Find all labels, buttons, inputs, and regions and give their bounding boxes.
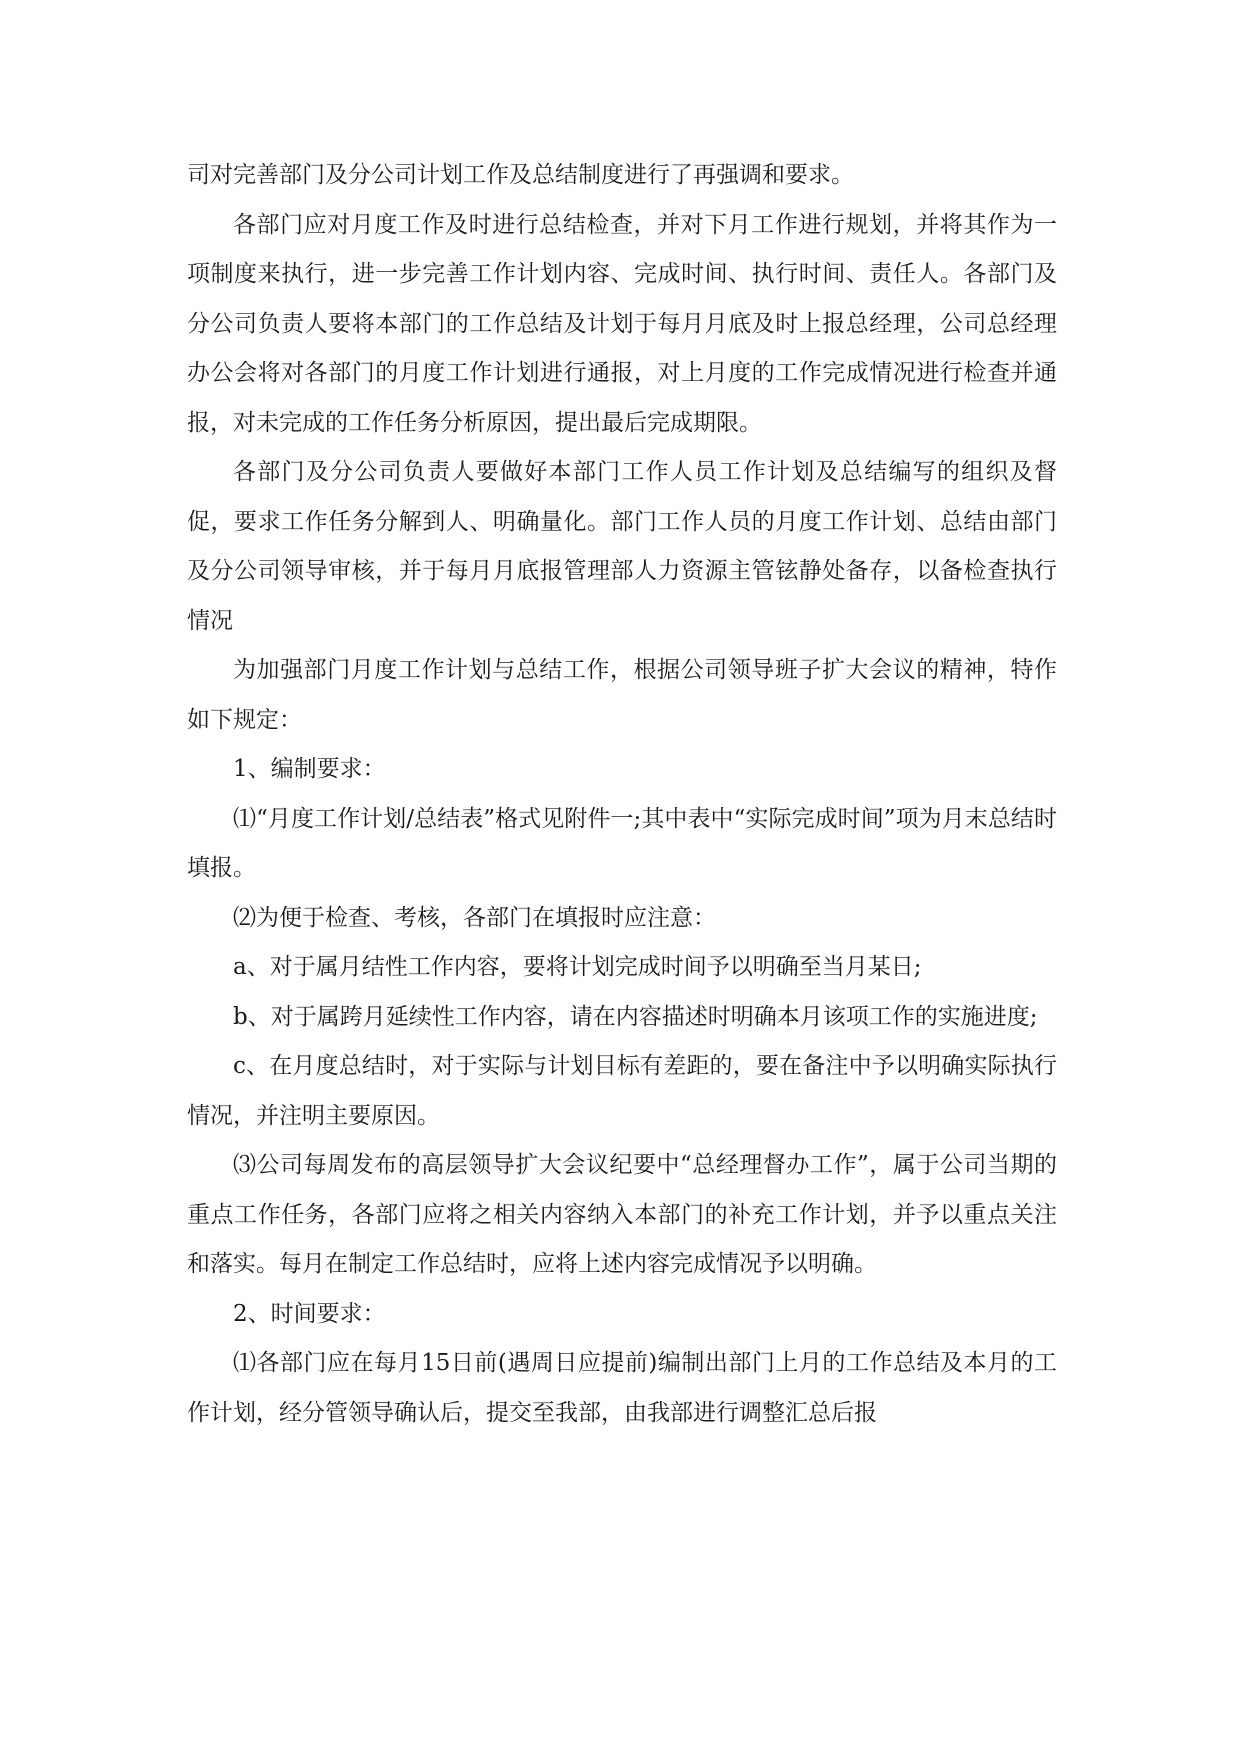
paragraph-continuation: 司对完善部门及分公司计划工作及总结制度进行了再强调和要求。 xyxy=(187,162,854,188)
paragraph-staff-plan: 各部门及分公司负责人要做好本部门工作人员工作计划及总结编写的组织及督促，要求工作任务分解到人、明确量化。部门工作人员的月度工作计划、总结由部门及分公司领导审核，并于每月月底报管理部人力资源主管铉静处备存，以备检查执行情况 xyxy=(187,459,1057,634)
subitem-c: c、在月度总结时，对于实际与计划目标有差距的，要在备注中予以明确实际执行情况，并注明主要原因。 xyxy=(187,1053,1057,1129)
item-deadline: ⑴各部门应在每月15日前(遇周日应提前)编制出部门上月的工作总结及本月的工作计划，经分管领导确认后，提交至我部，由我部进行调整汇总后报 xyxy=(187,1350,1057,1426)
item-format: ⑴“月度工作计划/总结表”格式见附件一;其中表中“实际完成时间”项为月末总结时填报。 xyxy=(187,805,1057,881)
subitem-b: b、对于属跨月延续性工作内容，请在内容描述时明确本月该项工作的实施进度; xyxy=(233,1003,1038,1030)
item-notes: ⑵为便于检查、考核，各部门在填报时应注意： xyxy=(233,904,716,931)
paragraph-regulation-intro: 为加强部门月度工作计划与总结工作，根据公司领导班子扩大会议的精神，特作如下规定： xyxy=(187,657,1057,733)
subitem-a: a、对于属月结性工作内容，要将计划完成时间予以明确至当月某日; xyxy=(233,954,922,980)
paragraph-monthly-summary: 各部门应对月度工作及时进行总结检查，并对下月工作进行规划，并将其作为一项制度来执行，进一步完善工作计划内容、完成时间、执行时间、责任人。各部门及分公司负责人要将本部门的工作总结及计划于每月月底及时上报总经理，公司总经理办公会将对各部门的月度工作计划进行通报，对上月度的工作完成情况进行检查并通报，对未完成的工作任务分析原因，提出最后完成期限。 xyxy=(187,211,1057,436)
section-heading-compile: 1、编制要求： xyxy=(233,756,386,782)
item-supervision: ⑶公司每周发布的高层领导扩大会议纪要中“总经理督办工作”，属于公司当期的重点工作任务，各部门应将之相关内容纳入本部门的补充工作计划，并予以重点关注和落实。每月在制定工作总结时，应将上述内容完成情况予以明确。 xyxy=(187,1152,1057,1277)
document-body xyxy=(187,151,1057,1438)
section-heading-time: 2、时间要求： xyxy=(233,1300,386,1327)
